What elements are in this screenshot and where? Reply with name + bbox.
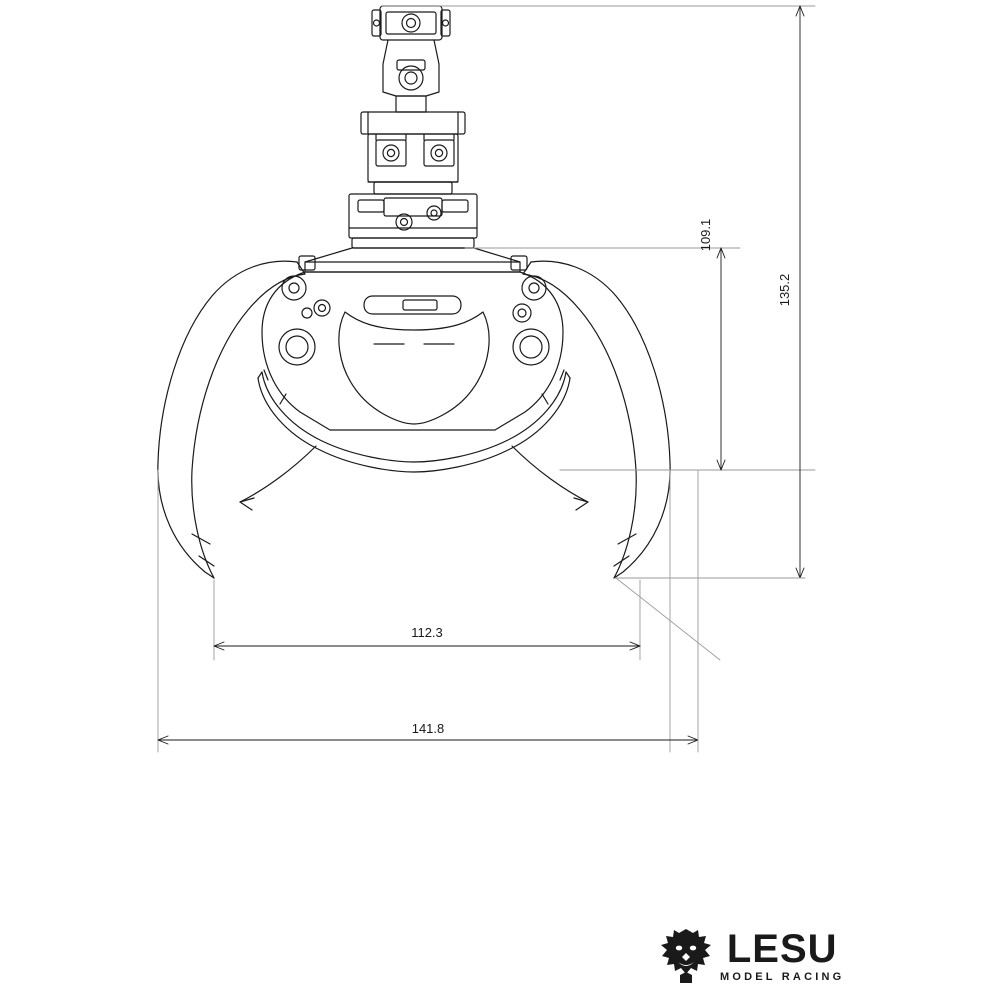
brand-tagline: MODEL RACING [720, 971, 845, 983]
open-direction-arrows [240, 446, 588, 510]
dim-109-1-label: 109.1 [698, 218, 713, 252]
brand-wordmark [720, 929, 844, 983]
brand-name: LESU [726, 927, 838, 971]
rotator-body [361, 112, 465, 194]
grapple-frame [262, 272, 563, 430]
right-jaw [414, 261, 670, 578]
grapple-head-plate [299, 248, 527, 272]
upper-link-arms [383, 40, 439, 112]
lion-head-icon [660, 928, 712, 984]
dim-141-8-label: 141.8 [411, 721, 445, 736]
brand-logo [660, 925, 890, 987]
left-jaw [158, 261, 414, 578]
dim-135-2-label: 135.2 [777, 273, 792, 307]
dimension-lines [158, 6, 815, 752]
hitch-clevis-assembly [372, 6, 450, 40]
dim-112-3-label: 112.3 [411, 625, 443, 640]
valve-block [349, 194, 477, 248]
